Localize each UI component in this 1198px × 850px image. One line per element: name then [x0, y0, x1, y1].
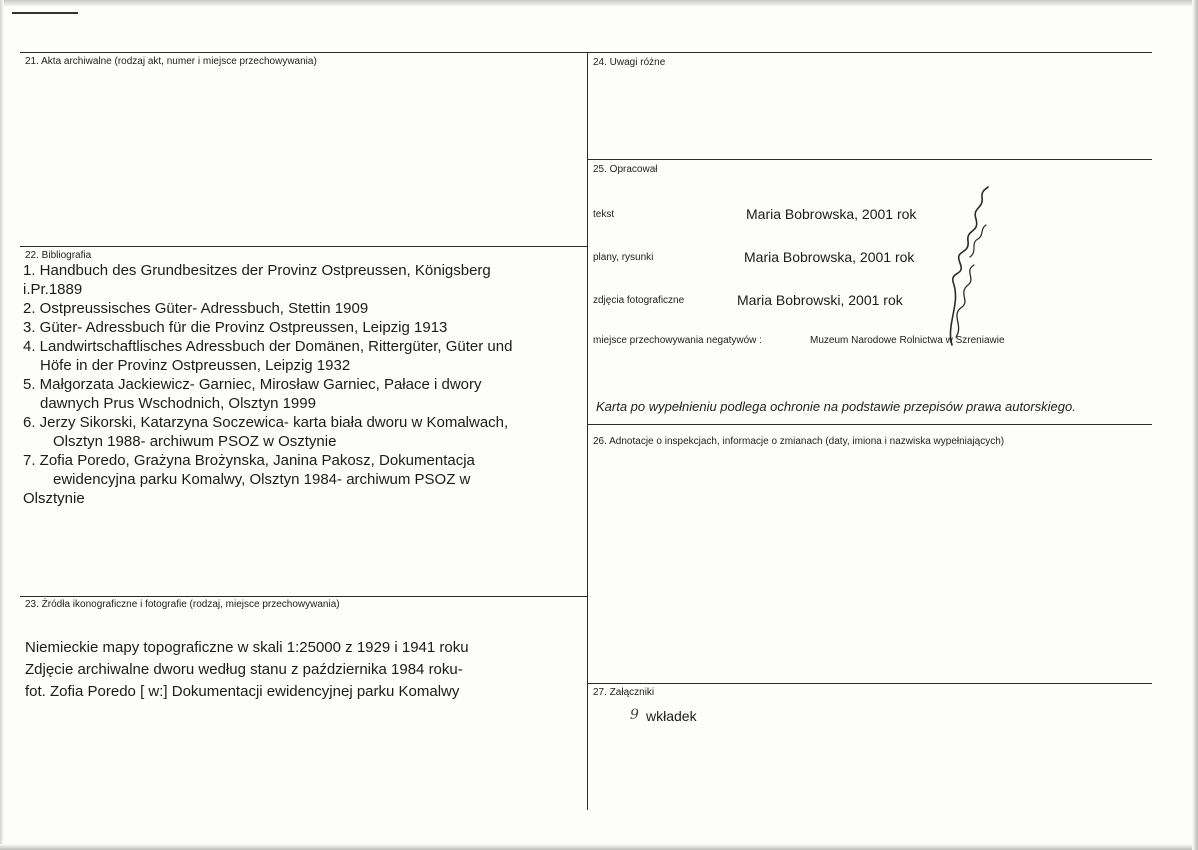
bibliography-line: Höfe in der Provinz Ostpreussen, Leipzig 1932 — [40, 357, 351, 374]
field-22-label: 22. Bibliografia — [25, 250, 92, 261]
negatives-value: Muzeum Narodowe Rolnictwa w Szreniawie — [810, 335, 1005, 346]
rule-25-26 — [587, 424, 1152, 425]
field-25-label: 25. Opracował — [593, 164, 658, 175]
bibliography-line: Olsztynie — [23, 490, 85, 507]
bibliography-line: 4. Landwirtschaftlisches Adressbuch der Domänen, Rittergüter, Güter und — [23, 338, 513, 355]
bibliography-line: i.Pr.1889 — [23, 281, 83, 298]
rule-24-25 — [587, 159, 1152, 160]
author-plans-value: Maria Bobrowska, 2001 rok — [744, 249, 915, 265]
bibliography-line: dawnych Prus Wschodnich, Olsztyn 1999 — [40, 395, 316, 412]
author-text-value: Maria Bobrowska, 2001 rok — [746, 206, 917, 222]
bibliography-line: 5. Małgorzata Jackiewicz- Garniec, Mirosław Garniec, Pałace i dwory — [23, 376, 482, 393]
attachments-count: 9 — [630, 707, 639, 723]
column-divider — [587, 52, 588, 810]
bibliography-list — [23, 261, 512, 508]
field-24-label: 24. Uwagi różne — [593, 57, 666, 68]
bibliography-line: ewidencyjna parku Komalwy, Olsztyn 1984- archiwum PSOZ w — [53, 471, 471, 488]
source-line: Niemieckie mapy topograficzne w skali 1:25000 z 1929 i 1941 roku — [25, 639, 469, 656]
source-line: fot. Zofia Poredo [ w:] Dokumentacji ewidencyjnej parku Komalwy — [25, 683, 460, 700]
author-text-label: tekst — [593, 209, 615, 220]
rule-26-27 — [587, 683, 1152, 684]
bibliography-line: 3. Güter- Adressbuch für die Provinz Ostpreussen, Leipzig 1913 — [23, 319, 448, 336]
scan-edge-right — [1192, 0, 1198, 850]
bibliography-line: 6. Jerzy Sikorski, Katarzyna Soczewica- karta biała dworu w Komalwach, — [23, 414, 509, 431]
scan-edge-top — [0, 0, 1198, 6]
field-27-label: 27. Załączniki — [593, 687, 655, 698]
copyright-note: Karta po wypełnieniu podlega ochronie na podstawie przepisów prawa autorskiego. — [596, 399, 1076, 414]
attachments-item: wkładek — [646, 708, 697, 724]
author-photos-label: zdjęcia fotograficzne — [593, 295, 685, 306]
scan-edge-left — [0, 0, 4, 850]
scan-edge-bottom — [0, 844, 1198, 850]
bibliography-line: 7. Zofia Poredo, Grażyna Brożynska, Janina Pakosz, Dokumentacja — [23, 452, 475, 469]
iconographic-sources — [25, 637, 469, 703]
bibliography-line: Olsztyn 1988- archiwum PSOZ w Osztynie — [53, 433, 337, 450]
field-23-label: 23. Źródła ikonograficzne i fotografie (rodzaj, miejsce przechowywania) — [25, 599, 340, 610]
field-26-label: 26. Adnotacje o inspekcjach, informacje o zmianach (daty, imiona i nazwiska wypełniających) — [593, 436, 1005, 447]
rule-21-22 — [20, 246, 587, 247]
bibliography-line: 1. Handbuch des Grundbesitzes der Provinz Ostpreussen, Königsberg — [23, 262, 491, 279]
edge-mark — [12, 12, 78, 14]
handwritten-signature — [940, 185, 996, 350]
bibliography-line: 2. Ostpreussisches Güter- Adressbuch, Stettin 1909 — [23, 300, 369, 317]
rule-22-23 — [20, 596, 587, 597]
author-photos-value: Maria Bobrowski, 2001 rok — [737, 292, 903, 308]
author-plans-label: plany, rysunki — [593, 252, 654, 263]
form-top-rule — [20, 52, 1152, 53]
negatives-label: miejsce przechowywania negatywów : — [593, 335, 762, 346]
source-line: Zdjęcie archiwalne dworu według stanu z października 1984 roku- — [25, 661, 463, 678]
field-21-label: 21. Akta archiwalne (rodzaj akt, numer i miejsce przechowywania) — [25, 56, 317, 67]
